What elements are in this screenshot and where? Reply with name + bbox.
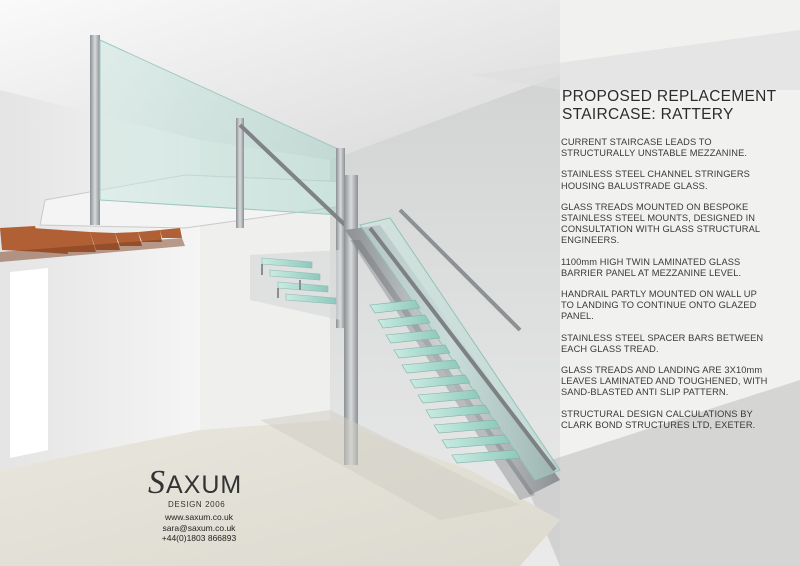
website-link[interactable]: www.saxum.co.uk bbox=[164, 512, 234, 522]
note-glass-treads: GLASS TREADS MOUNTED ON BESPOKE STAINLESS STEEL MOUNTS, DESIGNED IN CONSULTATION WITH GLASS STRUCTURAL ENGINEERS. bbox=[561, 201, 761, 246]
logo-rest: AXUM bbox=[166, 471, 243, 499]
specification-notes bbox=[561, 137, 797, 441]
title-line-2: STAIRCASE: RATTERY bbox=[562, 106, 734, 123]
note-current-staircase: CURRENT STAIRCASE LEADS TO STRUCTURALLY UNSTABLE MEZZANINE. bbox=[561, 137, 748, 159]
note-barrier-panel: 1100mm HIGH TWIN LAMINATED GLASS BARRIER PANEL AT MEZZANINE LEVEL. bbox=[561, 256, 742, 278]
note-handrail: HANDRAIL PARTLY MOUNTED ON WALL UP TO LANDING TO CONTINUE ONTO GLAZED PANEL. bbox=[561, 289, 757, 322]
email-link[interactable]: sara@saxum.co.uk bbox=[162, 522, 236, 533]
title-line-1: PROPOSED REPLACEMENT bbox=[562, 88, 777, 105]
document-title bbox=[562, 88, 776, 124]
contact-details bbox=[140, 512, 258, 544]
saxum-logo bbox=[148, 464, 288, 509]
phone-number: +44(0)1803 866893 bbox=[161, 533, 237, 544]
logo-initial: S bbox=[148, 464, 166, 501]
note-stringers: STAINLESS STEEL CHANNEL STRINGERS HOUSING BALUSTRADE GLASS. bbox=[561, 169, 750, 191]
note-laminated-glass: GLASS TREADS AND LANDING ARE 3X10mm LEAVES LAMINATED AND TOUGHENED, WITH SAND-BLASTED ANTI SLIP PATTERN. bbox=[561, 365, 768, 398]
note-spacer-bars: STAINLESS STEEL SPACER BARS BETWEEN EACH GLASS TREAD. bbox=[561, 332, 764, 354]
logo-tagline: DESIGN 2006 bbox=[168, 500, 226, 509]
logo-wordmark bbox=[148, 464, 288, 501]
note-structural-calcs: STRUCTURAL DESIGN CALCULATIONS BY CLARK BOND STRUCTURES LTD, EXETER. bbox=[561, 408, 756, 430]
